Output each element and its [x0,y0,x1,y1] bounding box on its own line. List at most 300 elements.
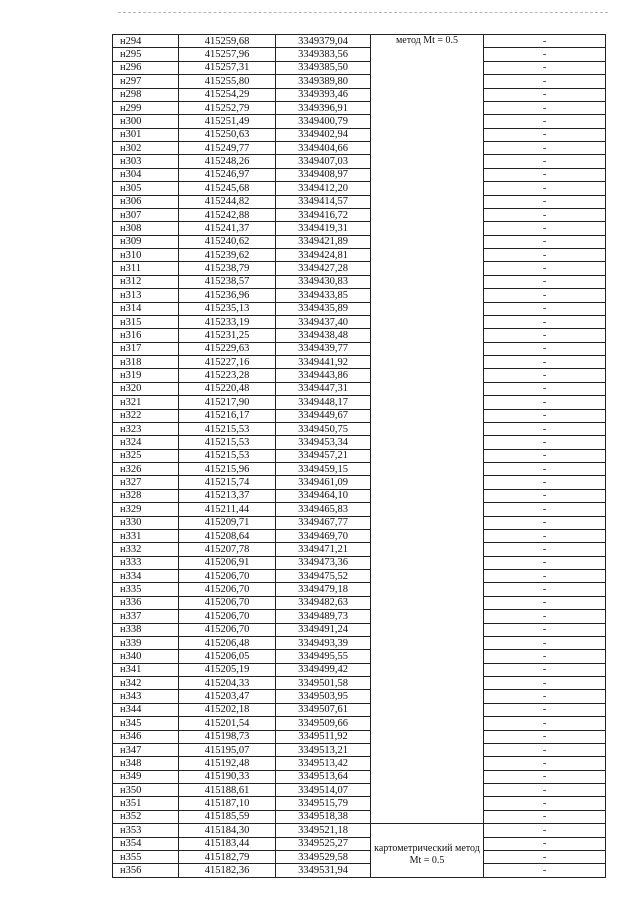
table-row [113,636,606,649]
table-row [113,315,606,328]
y-coordinate-cell: 3349453,34 [276,436,371,449]
dash-cell: - [484,262,606,275]
point-id-cell: н353 [113,824,179,837]
dash-cell: - [484,88,606,101]
y-coordinate-cell: 3349459,15 [276,463,371,476]
table-row [113,342,606,355]
table-row [113,463,606,476]
point-id-cell: н327 [113,476,179,489]
point-id-cell: н354 [113,837,179,850]
y-coordinate-cell: 3349439,77 [276,342,371,355]
y-coordinate-cell: 3349531,94 [276,864,371,877]
y-coordinate-cell: 3349400,79 [276,115,371,128]
y-coordinate-cell: 3349421,89 [276,235,371,248]
point-id-cell: н295 [113,48,179,61]
point-id-cell: н348 [113,757,179,770]
y-coordinate-cell: 3349404,66 [276,142,371,155]
dash-cell: - [484,503,606,516]
dash-cell: - [484,422,606,435]
table-row [113,249,606,262]
dash-cell: - [484,436,606,449]
y-coordinate-cell: 3349402,94 [276,128,371,141]
table-row [113,382,606,395]
dash-cell: - [484,302,606,315]
point-id-cell: н336 [113,596,179,609]
x-coordinate-cell: 415207,78 [179,543,276,556]
x-coordinate-cell: 415250,63 [179,128,276,141]
point-id-cell: н300 [113,115,179,128]
dash-cell: - [484,289,606,302]
point-id-cell: н350 [113,784,179,797]
table-row [113,289,606,302]
y-coordinate-cell: 3349509,66 [276,717,371,730]
y-coordinate-cell: 3349471,21 [276,543,371,556]
dash-cell: - [484,382,606,395]
y-coordinate-cell: 3349489,73 [276,610,371,623]
x-coordinate-cell: 415206,48 [179,636,276,649]
dash-cell: - [484,677,606,690]
table-row [113,797,606,810]
x-coordinate-cell: 415251,49 [179,115,276,128]
dash-cell: - [484,797,606,810]
table-row [113,824,606,837]
x-coordinate-cell: 415216,17 [179,409,276,422]
y-coordinate-cell: 3349408,97 [276,168,371,181]
x-coordinate-cell: 415231,25 [179,329,276,342]
x-coordinate-cell: 415185,59 [179,810,276,823]
table-row [113,222,606,235]
dash-cell: - [484,449,606,462]
point-id-cell: н342 [113,677,179,690]
table-row [113,422,606,435]
y-coordinate-cell: 3349424,81 [276,249,371,262]
x-coordinate-cell: 415188,61 [179,784,276,797]
x-coordinate-cell: 415182,79 [179,850,276,863]
y-coordinate-cell: 3349493,39 [276,636,371,649]
table-row [113,208,606,221]
y-coordinate-cell: 3349433,85 [276,289,371,302]
point-id-cell: н313 [113,289,179,302]
dash-cell: - [484,249,606,262]
y-coordinate-cell: 3349457,21 [276,449,371,462]
table-row [113,850,606,863]
x-coordinate-cell: 415229,63 [179,342,276,355]
table-row [113,48,606,61]
table-row [113,837,606,850]
x-coordinate-cell: 415239,62 [179,249,276,262]
y-coordinate-cell: 3349438,48 [276,329,371,342]
table-row [113,690,606,703]
dash-cell: - [484,610,606,623]
x-coordinate-cell: 415182,36 [179,864,276,877]
dash-cell: - [484,369,606,382]
point-id-cell: н330 [113,516,179,529]
x-coordinate-cell: 415244,82 [179,195,276,208]
x-coordinate-cell: 415257,31 [179,61,276,74]
table-row [113,128,606,141]
x-coordinate-cell: 415202,18 [179,703,276,716]
point-id-cell: н315 [113,315,179,328]
x-coordinate-cell: 415249,77 [179,142,276,155]
y-coordinate-cell: 3349448,17 [276,396,371,409]
point-id-cell: н312 [113,275,179,288]
x-coordinate-cell: 415227,16 [179,356,276,369]
point-id-cell: н323 [113,422,179,435]
y-coordinate-cell: 3349469,70 [276,529,371,542]
point-id-cell: н311 [113,262,179,275]
point-id-cell: н343 [113,690,179,703]
dash-cell: - [484,128,606,141]
x-coordinate-cell: 415241,37 [179,222,276,235]
point-id-cell: н294 [113,35,179,48]
table-row [113,61,606,74]
point-id-cell: н322 [113,409,179,422]
dash-cell: - [484,770,606,783]
x-coordinate-cell: 415206,70 [179,596,276,609]
point-id-cell: н338 [113,623,179,636]
table-row [113,489,606,502]
table-row [113,235,606,248]
point-id-cell: н344 [113,703,179,716]
table-row [113,556,606,569]
dash-cell: - [484,155,606,168]
y-coordinate-cell: 3349467,77 [276,516,371,529]
x-coordinate-cell: 415259,68 [179,35,276,48]
x-coordinate-cell: 415217,90 [179,396,276,409]
x-coordinate-cell: 415252,79 [179,101,276,114]
table-row [113,516,606,529]
x-coordinate-cell: 415206,70 [179,610,276,623]
dash-cell: - [484,75,606,88]
x-coordinate-cell: 415211,44 [179,503,276,516]
table-row [113,155,606,168]
x-coordinate-cell: 415213,37 [179,489,276,502]
dash-cell: - [484,182,606,195]
point-id-cell: н316 [113,329,179,342]
table-row [113,195,606,208]
y-coordinate-cell: 3349491,24 [276,623,371,636]
point-id-cell: н329 [113,503,179,516]
method-cell-cartometric: картометрический метод Mt = 0.5 [371,824,484,878]
y-coordinate-cell: 3349529,58 [276,850,371,863]
y-coordinate-cell: 3349396,91 [276,101,371,114]
dash-cell: - [484,717,606,730]
dash-cell: - [484,636,606,649]
table-row [113,677,606,690]
dash-cell: - [484,730,606,743]
dash-cell: - [484,235,606,248]
dash-cell: - [484,850,606,863]
x-coordinate-cell: 415183,44 [179,837,276,850]
table-row [113,583,606,596]
table-row [113,302,606,315]
dash-cell: - [484,556,606,569]
table-row [113,770,606,783]
y-coordinate-cell: 3349461,09 [276,476,371,489]
x-coordinate-cell: 415248,26 [179,155,276,168]
table-row [113,476,606,489]
dash-cell: - [484,396,606,409]
point-id-cell: н320 [113,382,179,395]
point-id-cell: н355 [113,850,179,863]
point-id-cell: н305 [113,182,179,195]
x-coordinate-cell: 415205,19 [179,663,276,676]
table-row [113,503,606,516]
y-coordinate-cell: 3349515,79 [276,797,371,810]
dash-cell: - [484,35,606,48]
dash-cell: - [484,596,606,609]
dash-cell: - [484,864,606,877]
point-id-cell: н346 [113,730,179,743]
y-coordinate-cell: 3349427,28 [276,262,371,275]
point-id-cell: н304 [113,168,179,181]
dash-cell: - [484,529,606,542]
x-coordinate-cell: 415198,73 [179,730,276,743]
x-coordinate-cell: 415238,79 [179,262,276,275]
table-row [113,142,606,155]
x-coordinate-cell: 415184,30 [179,824,276,837]
table-row [113,369,606,382]
x-coordinate-cell: 415240,62 [179,235,276,248]
point-id-cell: н333 [113,556,179,569]
y-coordinate-cell: 3349513,42 [276,757,371,770]
dash-cell: - [484,61,606,74]
table-row [113,88,606,101]
dash-cell: - [484,650,606,663]
dash-cell: - [484,570,606,583]
dash-cell: - [484,837,606,850]
y-coordinate-cell: 3349443,86 [276,369,371,382]
x-coordinate-cell: 415208,64 [179,529,276,542]
table-row [113,168,606,181]
table-row [113,409,606,422]
y-coordinate-cell: 3349521,18 [276,824,371,837]
point-id-cell: н306 [113,195,179,208]
point-id-cell: н310 [113,249,179,262]
x-coordinate-cell: 415242,88 [179,208,276,221]
x-coordinate-cell: 415257,96 [179,48,276,61]
point-id-cell: н314 [113,302,179,315]
point-id-cell: н324 [113,436,179,449]
point-id-cell: н307 [113,208,179,221]
x-coordinate-cell: 415238,57 [179,275,276,288]
dash-cell: - [484,810,606,823]
table-row [113,663,606,676]
point-id-cell: н334 [113,570,179,583]
x-coordinate-cell: 415223,28 [179,369,276,382]
dash-cell: - [484,784,606,797]
y-coordinate-cell: 3349435,89 [276,302,371,315]
point-id-cell: н351 [113,797,179,810]
x-coordinate-cell: 415206,05 [179,650,276,663]
dash-cell: - [484,315,606,328]
x-coordinate-cell: 415220,48 [179,382,276,395]
x-coordinate-cell: 415215,53 [179,422,276,435]
point-id-cell: н340 [113,650,179,663]
point-id-cell: н317 [113,342,179,355]
coordinates-table [112,34,606,878]
y-coordinate-cell: 3349475,52 [276,570,371,583]
table-row [113,182,606,195]
table-row [113,35,606,48]
point-id-cell: н299 [113,101,179,114]
y-coordinate-cell: 3349414,57 [276,195,371,208]
y-coordinate-cell: 3349430,83 [276,275,371,288]
x-coordinate-cell: 415254,29 [179,88,276,101]
point-id-cell: н318 [113,356,179,369]
x-coordinate-cell: 415192,48 [179,757,276,770]
y-coordinate-cell: 3349495,55 [276,650,371,663]
dash-cell: - [484,690,606,703]
table-row [113,703,606,716]
dash-cell: - [484,623,606,636]
x-coordinate-cell: 415195,07 [179,743,276,756]
point-id-cell: н341 [113,663,179,676]
point-id-cell: н321 [113,396,179,409]
y-coordinate-cell: 3349507,61 [276,703,371,716]
table-row [113,449,606,462]
dash-cell: - [484,409,606,422]
dash-cell: - [484,142,606,155]
y-coordinate-cell: 3349503,95 [276,690,371,703]
dash-cell: - [484,115,606,128]
method-cell: метод Mt = 0.5 [371,35,484,824]
dash-cell: - [484,743,606,756]
x-coordinate-cell: 415255,80 [179,75,276,88]
y-coordinate-cell: 3349518,38 [276,810,371,823]
x-coordinate-cell: 415187,10 [179,797,276,810]
table-row [113,115,606,128]
dash-cell: - [484,356,606,369]
point-id-cell: н319 [113,369,179,382]
y-coordinate-cell: 3349441,92 [276,356,371,369]
dash-cell: - [484,824,606,837]
y-coordinate-cell: 3349473,36 [276,556,371,569]
table-row [113,356,606,369]
y-coordinate-cell: 3349437,40 [276,315,371,328]
x-coordinate-cell: 415206,70 [179,583,276,596]
point-id-cell: н356 [113,864,179,877]
x-coordinate-cell: 415209,71 [179,516,276,529]
dash-cell: - [484,703,606,716]
dash-cell: - [484,48,606,61]
point-id-cell: н337 [113,610,179,623]
y-coordinate-cell: 3349513,64 [276,770,371,783]
table-row [113,543,606,556]
x-coordinate-cell: 415215,74 [179,476,276,489]
dash-cell: - [484,342,606,355]
point-id-cell: н326 [113,463,179,476]
table-row [113,262,606,275]
table-row [113,101,606,114]
point-id-cell: н335 [113,583,179,596]
table-row [113,396,606,409]
table-row [113,623,606,636]
table-row [113,757,606,770]
point-id-cell: н301 [113,128,179,141]
y-coordinate-cell: 3349499,42 [276,663,371,676]
table-row [113,329,606,342]
x-coordinate-cell: 415204,33 [179,677,276,690]
y-coordinate-cell: 3349479,18 [276,583,371,596]
table-row [113,529,606,542]
y-coordinate-cell: 3349513,21 [276,743,371,756]
table-row [113,864,606,877]
y-coordinate-cell: 3349383,56 [276,48,371,61]
table-row [113,596,606,609]
y-coordinate-cell: 3349501,58 [276,677,371,690]
dash-cell: - [484,463,606,476]
point-id-cell: н352 [113,810,179,823]
dash-cell: - [484,757,606,770]
y-coordinate-cell: 3349393,46 [276,88,371,101]
table-row [113,275,606,288]
dash-cell: - [484,489,606,502]
y-coordinate-cell: 3349412,20 [276,182,371,195]
point-id-cell: н332 [113,543,179,556]
point-id-cell: н328 [113,489,179,502]
x-coordinate-cell: 415233,19 [179,315,276,328]
table-row [113,436,606,449]
dash-cell: - [484,476,606,489]
table-row [113,784,606,797]
table-row [113,610,606,623]
dash-cell: - [484,222,606,235]
dash-cell: - [484,663,606,676]
point-id-cell: н296 [113,61,179,74]
x-coordinate-cell: 415246,97 [179,168,276,181]
x-coordinate-cell: 415215,96 [179,463,276,476]
y-coordinate-cell: 3349416,72 [276,208,371,221]
x-coordinate-cell: 415190,33 [179,770,276,783]
x-coordinate-cell: 415215,53 [179,436,276,449]
table-row [113,570,606,583]
point-id-cell: н302 [113,142,179,155]
table-row [113,810,606,823]
point-id-cell: н339 [113,636,179,649]
header-divider [118,12,608,13]
y-coordinate-cell: 3349389,80 [276,75,371,88]
y-coordinate-cell: 3349465,83 [276,503,371,516]
point-id-cell: н309 [113,235,179,248]
dash-cell: - [484,101,606,114]
y-coordinate-cell: 3349514,07 [276,784,371,797]
point-id-cell: н298 [113,88,179,101]
point-id-cell: н325 [113,449,179,462]
y-coordinate-cell: 3349525,27 [276,837,371,850]
x-coordinate-cell: 415245,68 [179,182,276,195]
y-coordinate-cell: 3349482,63 [276,596,371,609]
point-id-cell: н345 [113,717,179,730]
dash-cell: - [484,516,606,529]
dash-cell: - [484,208,606,221]
y-coordinate-cell: 3349385,50 [276,61,371,74]
point-id-cell: н303 [113,155,179,168]
dash-cell: - [484,168,606,181]
table-row [113,75,606,88]
y-coordinate-cell: 3349511,92 [276,730,371,743]
x-coordinate-cell: 415203,47 [179,690,276,703]
point-id-cell: н347 [113,743,179,756]
dash-cell: - [484,275,606,288]
x-coordinate-cell: 415215,53 [179,449,276,462]
x-coordinate-cell: 415206,70 [179,570,276,583]
y-coordinate-cell: 3349419,31 [276,222,371,235]
y-coordinate-cell: 3349447,31 [276,382,371,395]
table-row [113,730,606,743]
point-id-cell: н297 [113,75,179,88]
table-row [113,743,606,756]
